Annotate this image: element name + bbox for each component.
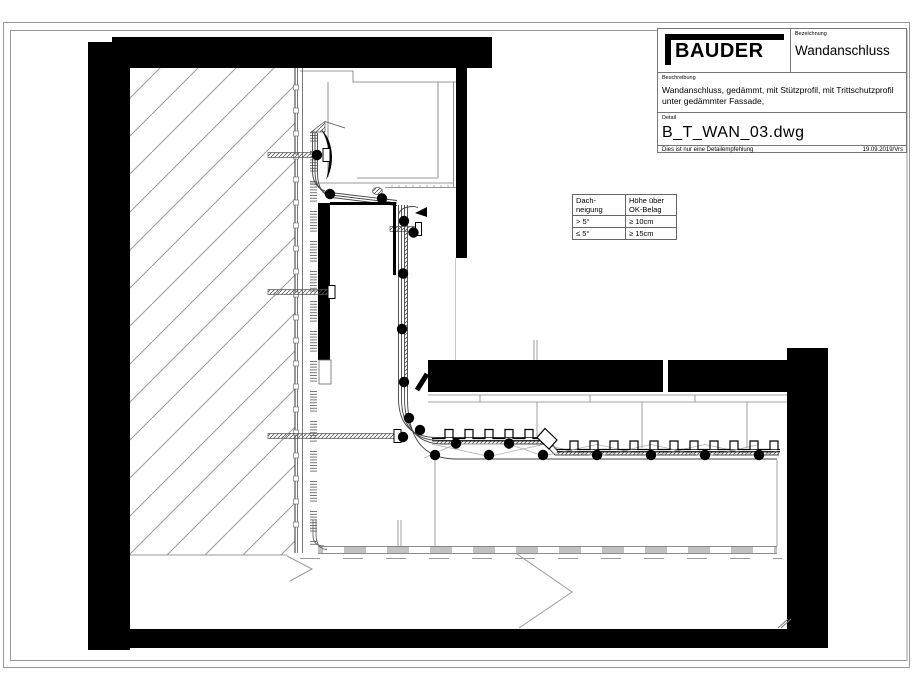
right-column — [787, 348, 828, 648]
beschreibung-line1: Wandanschluss, gedämmt, mit Stützprofil, mit Trittschutzprofil — [662, 85, 894, 95]
bauder-logo — [665, 34, 784, 65]
detail-label: Detail — [662, 115, 677, 121]
sealant-wedge — [415, 207, 427, 217]
title-block-row-detail — [658, 113, 906, 146]
slope-height-table — [572, 194, 677, 240]
bezeichnung-label: Bezeichnung — [795, 31, 827, 37]
logo-cell — [658, 29, 791, 72]
detail-filename: B_T_WAN_03.dwg — [662, 124, 805, 141]
title-block-row-footer — [658, 146, 906, 154]
table-cell-height: ≥ 10cm — [626, 216, 677, 228]
title-block-row-description — [658, 73, 906, 113]
table-cell-slope: > 5° — [573, 216, 626, 228]
beschreibung-line2: unter gedämmter Fassade, — [662, 96, 765, 106]
table-row — [573, 216, 677, 228]
logo-text: BAUDER — [675, 40, 764, 62]
paving-bar-end-wedge — [417, 374, 427, 390]
facade-insulation-bar — [310, 132, 317, 545]
facade-cladding-strip — [294, 68, 318, 553]
support-profile-bar — [318, 203, 330, 360]
footer-date: 19.09.2019/Vrs — [862, 147, 903, 153]
masonry-wall-hatch — [130, 68, 295, 555]
table-cell-height: ≥ 15cm — [626, 228, 677, 240]
title-block — [657, 28, 907, 153]
bottom-slab-bar — [100, 629, 787, 648]
table-header-slope: Dach- neigung — [573, 195, 626, 216]
weld-dots — [312, 150, 764, 460]
upper-column — [456, 68, 467, 258]
logo-left-bar-icon — [665, 34, 671, 65]
title-block-row-header — [658, 29, 906, 73]
beschreibung-label: Beschreibung — [662, 75, 696, 81]
table-row — [573, 228, 677, 240]
table-cell-slope: ≤ 5° — [573, 228, 626, 240]
paving-bar-left — [428, 360, 663, 392]
footer-note: Dies ist nur eine Detailempfehlung — [662, 147, 754, 153]
left-wall-bar — [88, 42, 130, 650]
paving-bar-right — [668, 360, 787, 392]
table-header-height: Höhe über OK-Belag — [626, 195, 677, 216]
bezeichnung-value: Wandanschluss — [795, 43, 890, 58]
wall-termination-detail — [311, 122, 383, 195]
top-slab-bar — [112, 37, 492, 68]
break-marks — [287, 554, 791, 628]
upper-facade-outlines — [300, 71, 537, 360]
deck-and-screed — [300, 460, 782, 559]
